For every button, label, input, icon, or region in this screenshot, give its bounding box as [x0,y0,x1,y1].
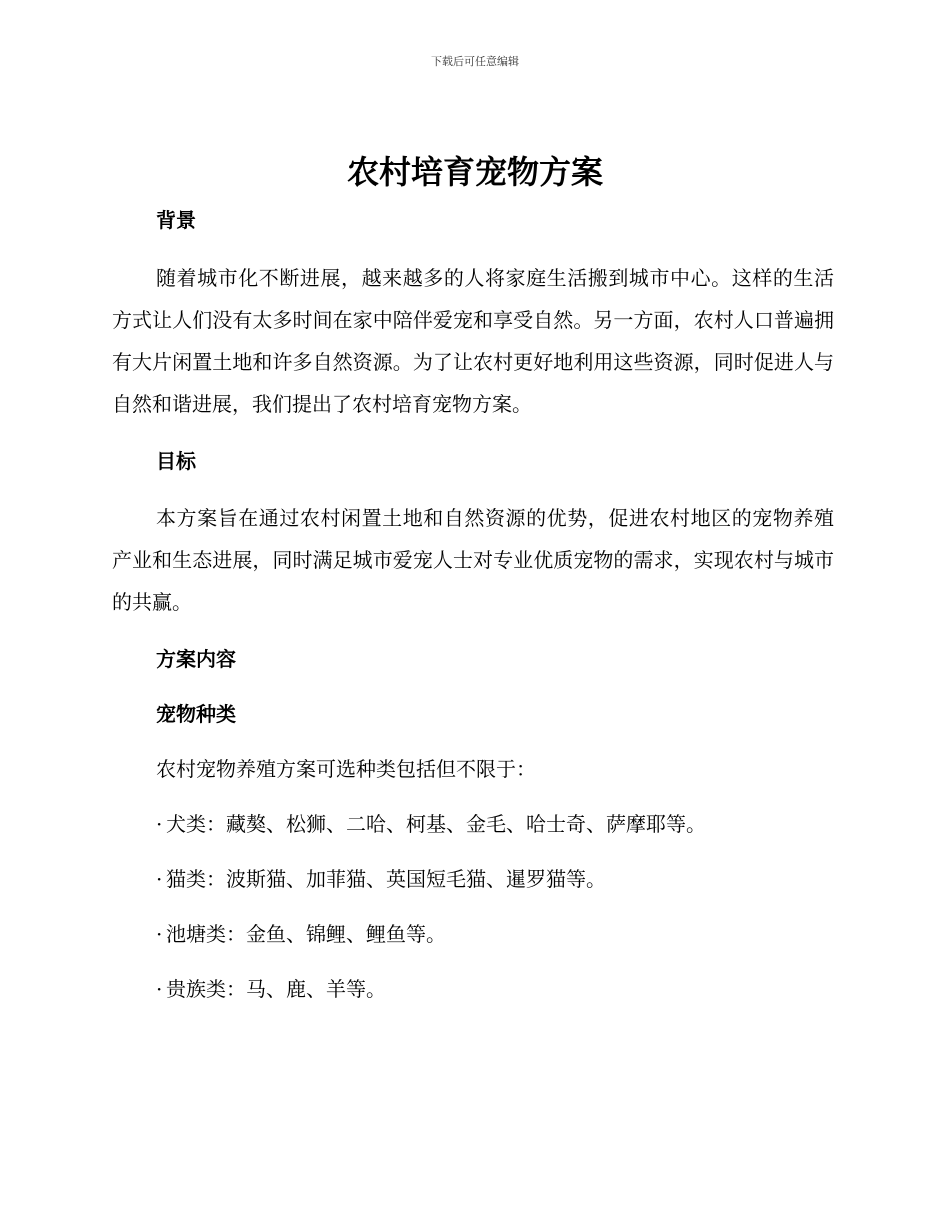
list-item [112,915,834,953]
section-heading-background: 背景 [156,208,196,232]
bullet-dot-icon: · [156,922,163,946]
section-heading-plan: 方案内容 [156,647,236,671]
paragraph-background: 随着城市化不断进展，越来越多的人将家庭生活搬到城市中心。这样的生活方式让人们没有太多时间在家中陪伴爱宠和享受自然。另一方面，农村人口普遍拥有大片闲置土地和许多自然资源。为了让农村更好地利用这些资源，同时促进人与自然和谐进展，我们提出了农村培育宠物方案。 [112,266,834,416]
bullet-dot-icon: · [156,977,163,1001]
list-item [112,805,834,843]
document-body [112,201,834,1008]
bullet-dot-icon: · [156,867,163,891]
list-item [112,860,834,898]
section-heading-goal: 目标 [156,449,196,473]
paragraph-goal: 本方案旨在通过农村闲置土地和自然资源的优势，促进农村地区的宠物养殖产业和生态进展，同时满足城市爱宠人士对专业优质宠物的需求，实现农村与城市的共赢。 [112,506,834,614]
list-item-text: 犬类：藏獒、松狮、二哈、柯基、金毛、哈士奇、萨摩耶等。 [166,812,706,836]
list-item [112,970,834,1008]
pet-types-intro: 农村宠物养殖方案可选种类包括但不限于： [156,757,536,781]
subheading-pet-types: 宠物种类 [156,702,236,726]
bullet-dot-icon: · [156,812,163,836]
list-item-text: 猫类：波斯猫、加菲猫、英国短毛猫、暹罗猫等。 [166,867,606,891]
list-item-text: 池塘类：金鱼、锦鲤、鲤鱼等。 [166,922,446,946]
header-note: 下载后可任意编辑 [431,55,519,68]
document-title: 农村培育宠物方案 [346,153,603,191]
list-item-text: 贵族类：马、鹿、羊等。 [166,977,386,1001]
